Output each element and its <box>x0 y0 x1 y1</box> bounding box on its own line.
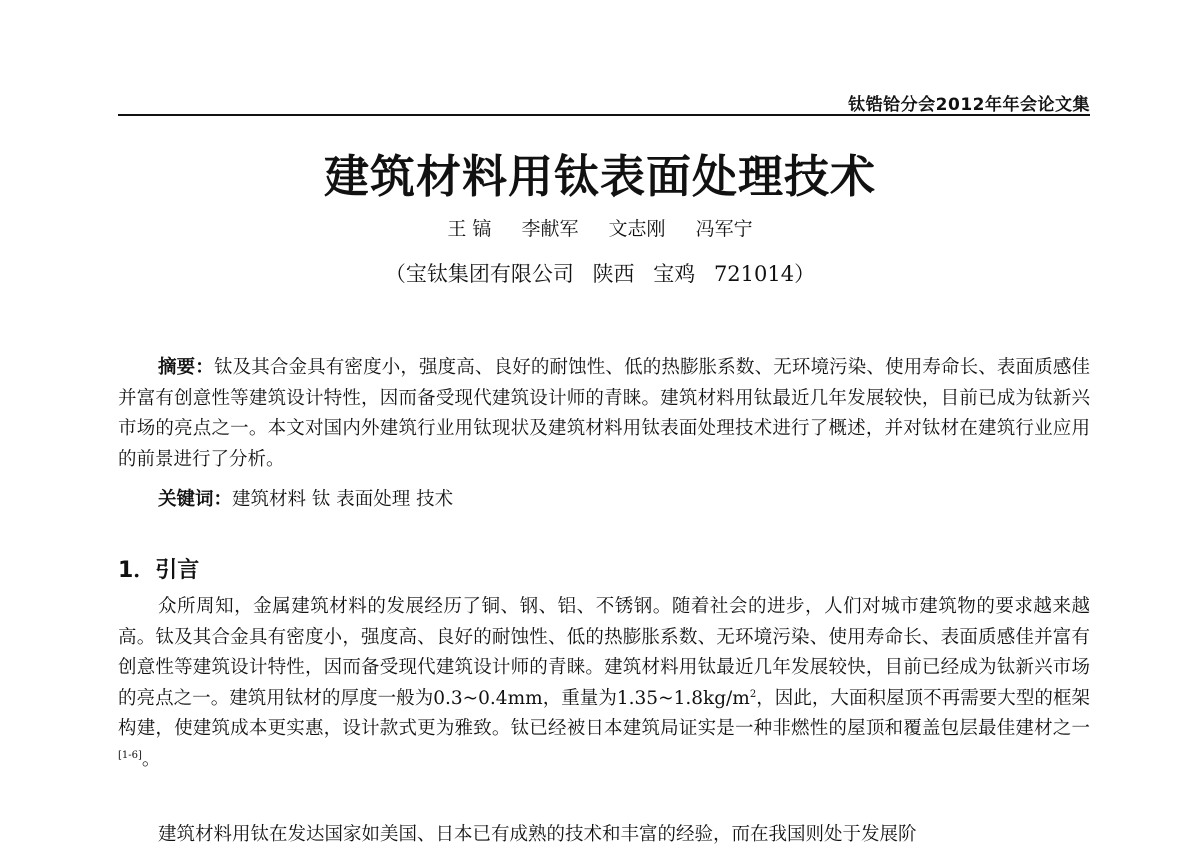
keywords-text: 建筑材料 钛 表面处理 技术 <box>232 489 454 510</box>
author-list <box>0 214 1200 241</box>
keywords-label: 关键词： <box>158 489 233 510</box>
affiliation-open-paren: （ <box>384 262 406 286</box>
affiliation <box>0 258 1200 288</box>
affiliation-city: 宝鸡 <box>653 262 696 286</box>
abstract <box>118 353 1090 475</box>
paragraph-end: 。 <box>141 748 161 770</box>
affiliation-province: 陕西 <box>592 262 635 286</box>
abstract-text: 钛及其合金具有密度小，强度高、良好的耐蚀性、低的热膨胀系数、无环境污染、使用寿命长、表面质感佳并富有创意性等建筑设计特性，因而备受现代建筑设计师的青睐。建筑材料用钛最近几年发展较快，目前已成为钛新兴市场的亮点之一。本文对国内外建筑行业用钛现状及建筑材料用钛表面处理技术进行了概述，并对钛材在建筑行业应用的前景进行了分析。 <box>118 357 1090 470</box>
paragraph-text: ，因此，大面积屋顶不再需要大型的框架构建，使建筑成本更实惠，设计款式更为雅致。钛已经被日本建筑局证实是一种非燃性的屋顶和覆盖包层最佳建材之一 <box>118 687 1090 739</box>
citation-reference: [1-6] <box>118 749 142 761</box>
affiliation-org: 宝钛集团有限公司 <box>405 262 574 286</box>
paper-title: 建筑材料用钛表面处理技术 <box>323 150 876 203</box>
affiliation-postcode: 721014 <box>713 262 795 286</box>
abstract-label: 摘要： <box>158 357 214 378</box>
paragraph-text: 众所周知，金属建筑材料的发展经历了铜、钢、铝、不锈钢。随着社会的进步，人们对城市建筑物的要求越来越高。钛及其合金具有密度小，强度高、良好的耐蚀性、低的热膨胀系数、无环境污染、使用寿命长、表面质感佳并富有创意性等建筑设计特性，因而备受现代建筑设计师的青睐。建筑材料用钛最近几年发展较快，目前已经成为钛新兴市场的亮点之一。建筑用钛材的厚度一般为0.3~0.4mm，重量为1.35~1.8kg/m <box>118 596 1090 709</box>
author-name: 李献军 <box>521 218 579 240</box>
author-name: 王 镐 <box>447 218 492 240</box>
body-paragraph <box>118 820 1090 851</box>
section-heading: 1．引言 <box>118 558 200 583</box>
running-title: 钛锆铪分会2012年年会论文集 <box>848 95 1090 115</box>
paragraph-text: 建筑材料用钛在发达国家如美国、日本已有成熟的技术和丰富的经验，而在我国则处于发展阶 <box>158 824 917 845</box>
unit-superscript: 2 <box>749 688 757 700</box>
author-name: 文志刚 <box>608 218 666 240</box>
affiliation-close-paren: ） <box>794 262 816 286</box>
running-header <box>118 90 1090 116</box>
author-name: 冯军宁 <box>695 218 753 240</box>
body-paragraph <box>118 592 1090 775</box>
keywords <box>118 485 1090 516</box>
